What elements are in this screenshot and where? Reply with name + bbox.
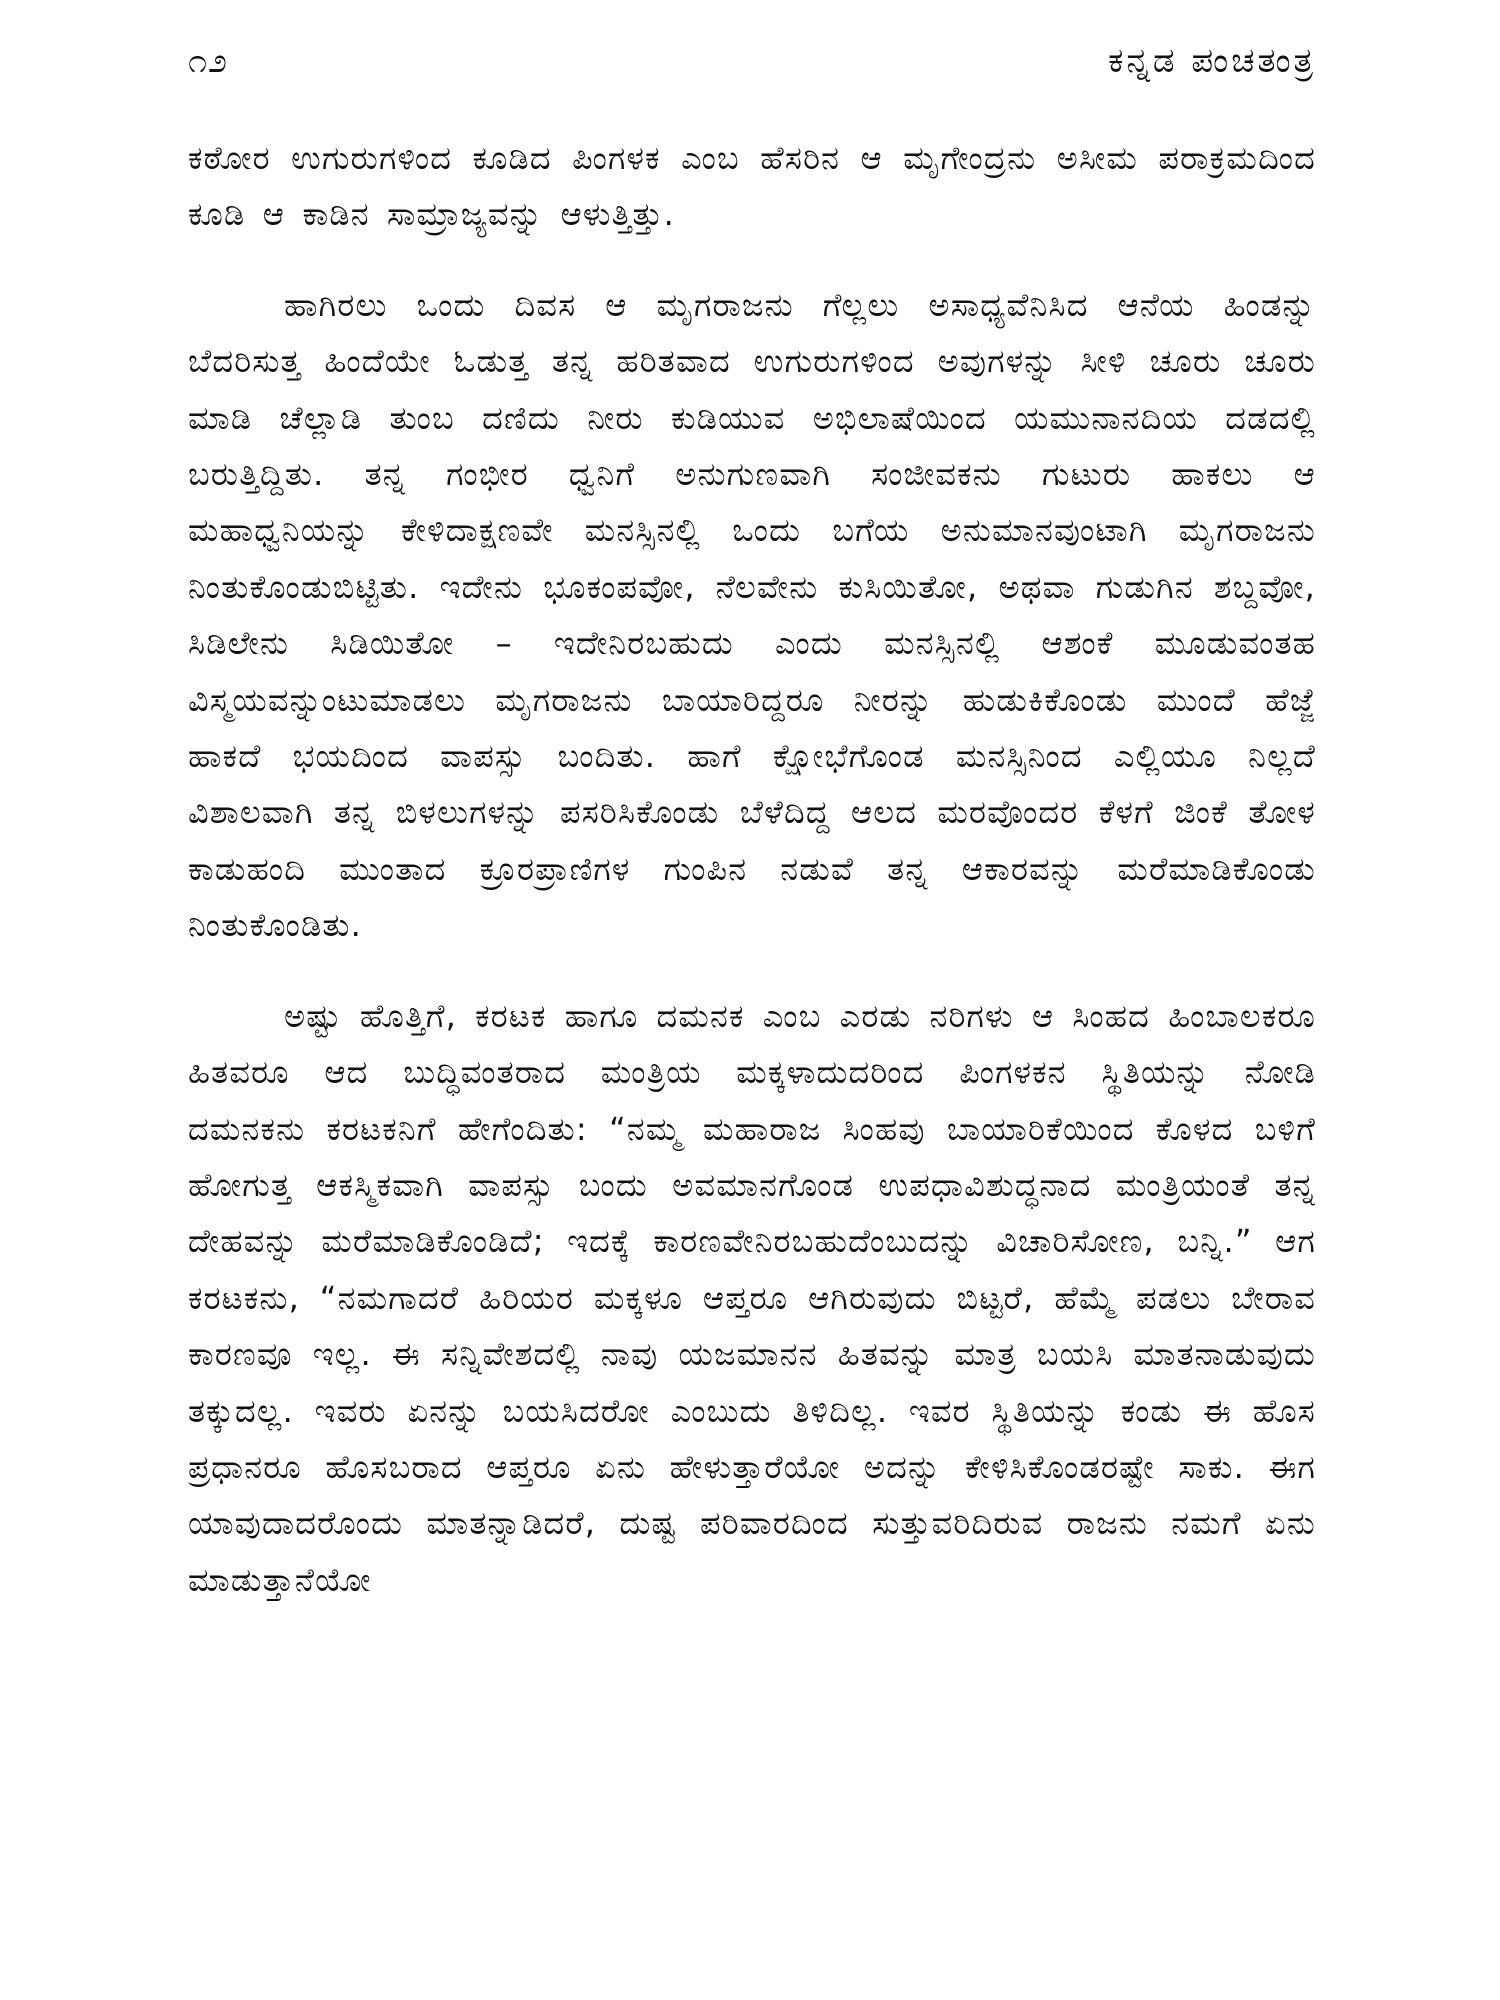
running-header [188,30,1316,92]
paragraph-1: ಕಠೋರ ಉಗುರುಗಳಿಂದ ಕೂಡಿದ ಪಿಂಗಳಕ ಎಂಬ ಹೆಸರಿನ ಆ ಮೃಗೇಂದ್ರನು ಅಸೀಮ ಪರಾಕ್ರಮದಿಂದ ಕೂಡಿ ಆ ಕಾಡಿನ ಸಾಮ್ರಾಜ್ಯವನ್ನು ಆಳುತ್ತಿತ್ತು. [188,139,1316,234]
page-number: ೧೨ [188,41,229,81]
book-title: ಕನ್ನಡ ಪಂಚತಂತ್ರ [1108,41,1316,81]
paragraph-3: ಅಷ್ಟು ಹೊತ್ತಿಗೆ, ಕರಟಕ ಹಾಗೂ ದಮನಕ ಎಂಬ ಎರಡು ನರಿಗಳು ಆ ಸಿಂಹದ ಹಿಂಬಾಲಕರೂ ಹಿತವರೂ ಆದ ಬುದ್ಧಿವಂತರಾದ ಮಂತ್ರಿಯ ಮಕ್ಕಳಾದುದರಿಂದ ಪಿಂಗಳಕನ ಸ್ಥಿತಿಯನ್ನು ನೋಡಿ ದಮನಕನು ಕರಟಕನಿಗೆ ಹೇಗೆಂದಿತು: “ನಮ್ಮ ಮಹಾರಾಜ ಸಿಂಹವು ಬಾಯಾರಿಕೆಯಿಂದ ಕೊಳದ ಬಳಿಗೆ ಹೋಗುತ್ತ ಆಕಸ್ಮಿಕವಾಗಿ ವಾಪಸ್ಸು ಬಂದು ಅವಮಾನಗೊಂಡ ಉಪಧಾವಿಶುದ್ಧನಾದ ಮಂತ್ರಿಯಂತೆ ತನ್ನ ದೇಹವನ್ನು ಮರೆಮಾಡಿಕೊಂಡಿದೆ; ಇದಕ್ಕೆ ಕಾರಣವೇನಿರಬಹುದೆಂಬುದನ್ನು ವಿಚಾರಿಸೋಣ, ಬನ್ನಿ.” ಆಗ ಕರಟಕನು, “ನಮಗಾದರೆ ಹಿರಿಯರ ಮಕ್ಕಳೂ ಆಪ್ತರೂ ಆಗಿರುವುದು ಬಿಟ್ಟರೆ, ಹೆಮ್ಮೆ ಪಡಲು ಬೇರಾವ ಕಾರಣವೂ ಇಲ್ಲ. ಈ ಸನ್ನಿವೇಶದಲ್ಲಿ ನಾವು ಯಜಮಾನನ ಹಿತವನ್ನು ಮಾತ್ರ ಬಯಸಿ ಮಾತನಾಡುವುದು ತಕ್ಕುದಲ್ಲ. ಇವರು ಏನನ್ನು ಬಯಸಿದರೋ ಎಂಬುದು ತಿಳಿದಿಲ್ಲ. ಇವರ ಸ್ಥಿತಿಯನ್ನು ಕಂಡು ಈ ಹೊಸ ಪ್ರಧಾನರೂ ಹೊಸಬರಾದ ಆಪ್ತರೂ ಏನು ಹೇಳುತ್ತಾರೆಯೋ ಅದನ್ನು ಕೇಳಿಸಿಕೊಂಡರಷ್ಟೇ ಸಾಕು. ಈಗ ಯಾವುದಾದರೊಂದು ಮಾತನ್ನಾಡಿದರೆ, ದುಷ್ಟ ಪರಿವಾರದಿಂದ ಸುತ್ತುವರಿದಿರುವ ರಾಜನು ನಮಗೆ ಏನು ಮಾಡುತ್ತಾನೆಯೋ [188,996,1316,1599]
body-text [188,130,1316,1608]
book-page [188,30,1316,1970]
paragraph-2: ಹಾಗಿರಲು ಒಂದು ದಿವಸ ಆ ಮೃಗರಾಜನು ಗೆಲ್ಲಲು ಅಸಾಧ್ಯವೆನಿಸಿದ ಆನೆಯ ಹಿಂಡನ್ನು ಬೆದರಿಸುತ್ತ ಹಿಂದೆಯೇ ಓಡುತ್ತ ತನ್ನ ಹರಿತವಾದ ಉಗುರುಗಳಿಂದ ಅವುಗಳನ್ನು ಸೀಳಿ ಚೂರು ಚೂರು ಮಾಡಿ ಚೆಲ್ಲಾಡಿ ತುಂಬ ದಣಿದು ನೀರು ಕುಡಿಯುವ ಅಭಿಲಾಷೆಯಿಂದ ಯಮುನಾನದಿಯ ದಡದಲ್ಲಿ ಬರುತ್ತಿದ್ದಿತು. ತನ್ನ ಗಂಭೀರ ಧ್ವನಿಗೆ ಅನುಗುಣವಾಗಿ ಸಂಜೀವಕನು ಗುಟುರು ಹಾಕಲು ಆ ಮಹಾಧ್ವನಿಯನ್ನು ಕೇಳಿದಾಕ್ಷಣವೇ ಮನಸ್ಸಿನಲ್ಲಿ ಒಂದು ಬಗೆಯ ಅನುಮಾನವುಂಟಾಗಿ ಮೃಗರಾಜನು ನಿಂತುಕೊಂಡುಬಿಟ್ಟಿತು. ಇದೇನು ಭೂಕಂಪವೋ, ನೆಲವೇನು ಕುಸಿಯಿತೋ, ಅಥವಾ ಗುಡುಗಿನ ಶಬ್ದವೋ, ಸಿಡಿಲೇನು ಸಿಡಿಯಿತೋ – ಇದೇನಿರಬಹುದು ಎಂದು ಮನಸ್ಸಿನಲ್ಲಿ ಆಶಂಕೆ ಮೂಡುವಂತಹ ವಿಸ್ಮಯವನ್ನುಂಟುಮಾಡಲು ಮೃಗರಾಜನು ಬಾಯಾರಿದ್ದರೂ ನೀರನ್ನು ಹುಡುಕಿಕೊಂಡು ಮುಂದೆ ಹೆಜ್ಜೆ ಹಾಕದೆ ಭಯದಿಂದ ವಾಪಸ್ಸು ಬಂದಿತು. ಹಾಗೆ ಕ್ಷೋಭೆಗೊಂಡ ಮನಸ್ಸಿನಿಂದ ಎಲ್ಲಿಯೂ ನಿಲ್ಲದೆ ವಿಶಾಲವಾಗಿ ತನ್ನ ಬಿಳಲುಗಳನ್ನು ಪಸರಿಸಿಕೊಂಡು ಬೆಳೆದಿದ್ದ ಆಲದ ಮರವೊಂದರ ಕೆಳಗೆ ಜಿಂಕೆ ತೋಳ ಕಾಡುಹಂದಿ ಮುಂತಾದ ಕ್ರೂರಪ್ರಾಣಿಗಳ ಗುಂಪಿನ ನಡುವೆ ತನ್ನ ಆಕಾರವನ್ನು ಮರೆಮಾಡಿಕೊಂಡು ನಿಂತುಕೊಂಡಿತು. [188,285,1316,945]
